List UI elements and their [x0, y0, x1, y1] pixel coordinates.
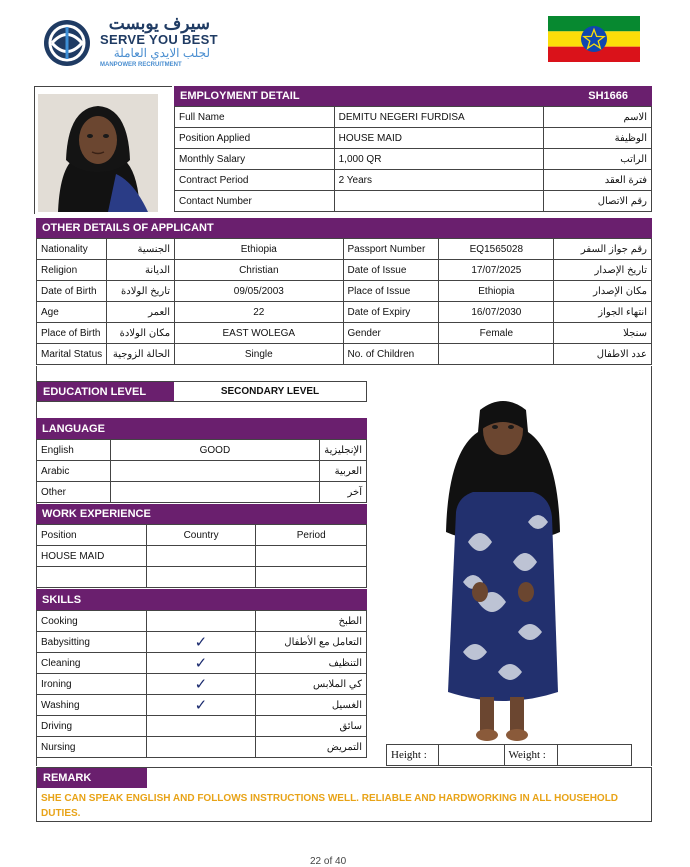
language-section	[36, 418, 367, 503]
other-details-row	[37, 281, 652, 302]
employment-row	[175, 107, 652, 128]
company-logo	[38, 16, 218, 72]
remark-header: REMARK	[37, 768, 147, 788]
employment-table	[174, 106, 652, 212]
detail-label: Passport Number	[343, 239, 439, 260]
other-details-row	[37, 344, 652, 365]
skill-row	[37, 653, 367, 674]
skill-name-ar: كي الملابس	[256, 674, 367, 695]
page-number: 22 of 40	[310, 856, 347, 867]
employment-field-value: 1,000 QR	[334, 149, 544, 170]
skill-name-ar: الطبخ	[256, 611, 367, 632]
skill-row	[37, 611, 367, 632]
detail-label-ar: مكان الولادة	[107, 323, 175, 344]
language-table	[36, 439, 367, 503]
work-period	[256, 567, 367, 588]
other-details-header: OTHER DETAILS OF APPLICANT	[36, 218, 652, 238]
skill-row	[37, 632, 367, 653]
language-name: English	[37, 440, 111, 461]
detail-label: Nationality	[37, 239, 107, 260]
checkmark-icon: ✓	[194, 697, 208, 714]
employment-detail-title: EMPLOYMENT DETAIL	[180, 90, 300, 102]
work-position	[37, 567, 147, 588]
employment-field-label: Full Name	[175, 107, 335, 128]
skill-name: Driving	[37, 716, 147, 737]
employment-field-label-ar: الراتب	[544, 149, 652, 170]
skill-check-cell	[146, 674, 255, 695]
employment-detail-header	[174, 86, 652, 106]
detail-value: EQ1565028	[439, 239, 554, 260]
skill-name: Nursing	[37, 737, 147, 758]
employment-field-value: 2 Years	[334, 170, 544, 191]
language-row	[37, 440, 367, 461]
applicant-portrait-photo	[38, 94, 158, 212]
employment-field-value: DEMITU NEGERI FURDISA	[334, 107, 544, 128]
employment-detail-section	[174, 86, 652, 212]
checkmark-icon: ✓	[194, 655, 208, 672]
detail-label-ar: تاريخ الإصدار	[554, 260, 652, 281]
employment-row	[175, 149, 652, 170]
other-details-row	[37, 239, 652, 260]
work-experience-row	[37, 546, 367, 567]
employment-field-value	[334, 191, 544, 212]
logo-arabic-subtitle: لجلب الايدي العاملة	[113, 46, 210, 60]
detail-label-ar: عدد الاطفال	[554, 344, 652, 365]
detail-value: 17/07/2025	[439, 260, 554, 281]
detail-label-ar: الحالة الزوجية	[107, 344, 175, 365]
weight-label: Weight :	[504, 745, 558, 766]
detail-value: EAST WOLEGA	[175, 323, 343, 344]
applicant-full-body-photo	[418, 392, 588, 748]
work-col-country: Country	[146, 525, 256, 546]
employment-field-label: Monthly Salary	[175, 149, 335, 170]
work-col-position: Position	[37, 525, 147, 546]
detail-label: Age	[37, 302, 107, 323]
language-name: Other	[37, 482, 111, 503]
detail-label-ar: مكان الإصدار	[554, 281, 652, 302]
skills-header: SKILLS	[36, 589, 367, 610]
employment-field-label-ar: الوظيفة	[544, 128, 652, 149]
skill-row	[37, 737, 367, 758]
detail-value: 16/07/2030	[439, 302, 554, 323]
detail-value: Ethiopia	[175, 239, 343, 260]
skill-name: Cleaning	[37, 653, 147, 674]
employment-field-label-ar: الاسم	[544, 107, 652, 128]
checkmark-icon: ✓	[194, 676, 208, 693]
language-level: GOOD	[110, 440, 319, 461]
language-row	[37, 482, 367, 503]
education-value: SECONDARY LEVEL	[220, 386, 320, 397]
employment-field-value: HOUSE MAID	[334, 128, 544, 149]
skill-name-ar: الغسيل	[256, 695, 367, 716]
work-experience-section	[36, 504, 367, 588]
skill-name-ar: التعامل مع الأطفال	[256, 632, 367, 653]
language-header: LANGUAGE	[36, 418, 367, 439]
logo-arabic-name: سيرف يوبست	[108, 14, 210, 33]
other-details-row	[37, 302, 652, 323]
detail-label: Gender	[343, 323, 439, 344]
skill-check-cell	[146, 716, 255, 737]
work-header-row	[37, 525, 367, 546]
skill-name-ar: التنظيف	[256, 653, 367, 674]
education-section	[36, 381, 367, 402]
other-details-section	[36, 218, 652, 365]
skill-name-ar: التمريض	[256, 737, 367, 758]
language-level	[110, 482, 319, 503]
skill-check-cell	[146, 611, 255, 632]
skill-name: Cooking	[37, 611, 147, 632]
education-label: EDUCATION LEVEL	[37, 382, 174, 401]
logo-english-name: SERVE YOU BEST	[100, 32, 218, 47]
checkmark-icon: ✓	[194, 634, 208, 651]
skill-name-ar: سائق	[256, 716, 367, 737]
logo-emblem-icon	[38, 18, 96, 68]
employment-field-label-ar: فترة العقد	[544, 170, 652, 191]
detail-value	[439, 344, 554, 365]
skill-row	[37, 674, 367, 695]
reference-number: SH1666	[588, 90, 628, 102]
skill-name: Washing	[37, 695, 147, 716]
detail-label: Date of Birth	[37, 281, 107, 302]
skill-check-cell	[146, 632, 255, 653]
employment-row	[175, 191, 652, 212]
remark-section	[36, 767, 652, 822]
work-experience-row	[37, 567, 367, 588]
detail-label: Place of Birth	[37, 323, 107, 344]
detail-label-ar: الجنسية	[107, 239, 175, 260]
work-experience-header: WORK EXPERIENCE	[36, 504, 367, 524]
other-details-row	[37, 323, 652, 344]
employment-field-label-ar: رقم الاتصال	[544, 191, 652, 212]
detail-label-ar: سنجلا	[554, 323, 652, 344]
language-row	[37, 461, 367, 482]
work-col-period: Period	[256, 525, 367, 546]
detail-value: Ethiopia	[439, 281, 554, 302]
skill-check-cell	[146, 737, 255, 758]
detail-value: 22	[175, 302, 343, 323]
logo-tagline: MANPOWER RECRUITMENT	[100, 62, 182, 68]
height-label: Height :	[387, 745, 439, 766]
detail-label: Date of Expiry	[343, 302, 439, 323]
language-level	[110, 461, 319, 482]
detail-label: Place of Issue	[343, 281, 439, 302]
language-name: Arabic	[37, 461, 111, 482]
language-name-ar: آخر	[319, 482, 366, 503]
detail-value: Female	[439, 323, 554, 344]
detail-label: No. of Children	[343, 344, 439, 365]
language-name-ar: العربية	[319, 461, 366, 482]
work-experience-table	[36, 524, 367, 588]
employment-field-label: Contract Period	[175, 170, 335, 191]
skill-row	[37, 716, 367, 737]
remark-text: SHE CAN SPEAK ENGLISH AND FOLLOWS INSTRUCTIONS WELL. RELIABLE AND HARDWORKING IN ALL HOUSEHOLD DUTIES.	[41, 793, 619, 819]
detail-label-ar: انتهاء الجواز	[554, 302, 652, 323]
detail-label: Marital Status	[37, 344, 107, 365]
employment-row	[175, 128, 652, 149]
detail-value: Single	[175, 344, 343, 365]
skill-check-cell	[146, 695, 255, 716]
language-name-ar: الإنجليزية	[319, 440, 366, 461]
detail-label-ar: تاريخ الولادة	[107, 281, 175, 302]
detail-label-ar: رقم جواز السفر	[554, 239, 652, 260]
skill-name: Babysitting	[37, 632, 147, 653]
skills-section	[36, 589, 367, 758]
detail-label-ar: الديانة	[107, 260, 175, 281]
skill-check-cell	[146, 653, 255, 674]
detail-label-ar: العمر	[107, 302, 175, 323]
other-details-row	[37, 260, 652, 281]
employment-row	[175, 170, 652, 191]
other-details-table	[36, 238, 652, 365]
work-country	[146, 546, 256, 567]
work-country	[146, 567, 256, 588]
skills-table	[36, 610, 367, 758]
work-position: HOUSE MAID	[37, 546, 147, 567]
detail-value: 09/05/2003	[175, 281, 343, 302]
detail-label: Date of Issue	[343, 260, 439, 281]
skill-name: Ironing	[37, 674, 147, 695]
height-value	[438, 745, 504, 766]
employment-field-label: Position Applied	[175, 128, 335, 149]
weight-value	[558, 745, 632, 766]
employment-field-label: Contact Number	[175, 191, 335, 212]
work-period	[256, 546, 367, 567]
measurements-table	[386, 744, 632, 766]
detail-label: Religion	[37, 260, 107, 281]
skill-row	[37, 695, 367, 716]
ethiopia-flag-icon	[548, 16, 640, 62]
detail-value: Christian	[175, 260, 343, 281]
